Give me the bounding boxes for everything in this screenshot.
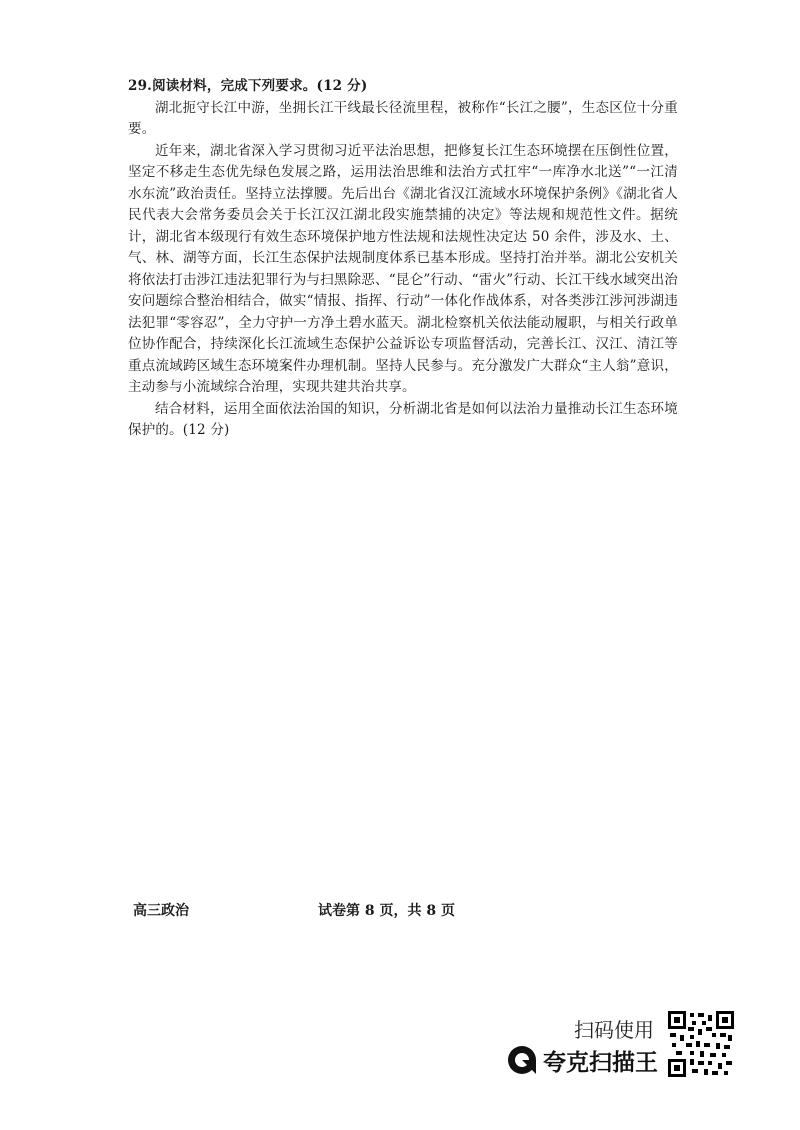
question-prompt: 结合材料，运用全面依法治国的知识，分析湖北省是如何以法治力量推动长江生态环境保护的。(12 分) [128, 400, 678, 438]
footer-page-number: 试卷第 8 页，共 8 页 [318, 903, 455, 919]
question-29 [128, 76, 678, 442]
material-paragraph: 湖北扼守长江中游，坐拥长江干线最长径流里程，被称作“长江之腰”，生态区位十分重要。 [128, 99, 678, 137]
material-paragraph: 近年来，湖北省深入学习贯彻习近平法治思想，把修复长江生态环境摆在压倒性位置，坚定不移走生态优先绿色发展之路，运用法治思维和法治方式扛牢“一库净水北送”“一江清水东流”政治责任。坚持立法撑腰。先后出台《湖北省汉江流域水环境保护条例》《湖北省人民代表大会常务委员会关于长江汉江湖北段实施禁捕的决定》等法规和规范性文件。据统计，湖北省本级现行有效生态环境保护地方性法规和法规性决定达 50 余件，涉及水、土、气、林、湖等方面，长江生态保护法规制度体系已基本形成。坚持打治并举。湖北公安机关将依法打击涉江违法犯罪行为与扫黑除恶、“昆仑”行动、“雷火”行动、长江干线水域突出治安问题综合整治相结合，做实“情报、指挥、行动”一体化作战体系，对各类涉江涉河涉湖违法犯罪“零容忍”，全力守护一方净土碧水蓝天。湖北检察机关依法能动履职，与相关行政单位协作配合，持续深化长江流域生态保护公益诉讼专项监督活动，完善长江、汉江、清江等重点流域跨区域生态环境案件办理机制。坚持人民参与。充分激发广大群众“主人翁”意识，主动参与小流域综合治理，实现共建共治共享。 [128, 142, 678, 395]
question-title: 29.阅读材料，完成下列要求。(12 分) [128, 78, 368, 94]
watermark-tagline: 扫码使用 [574, 1018, 654, 1042]
quark-logo-icon [507, 1045, 537, 1075]
watermark-logo [507, 1043, 658, 1077]
footer-subject: 高三政治 [133, 903, 189, 919]
qr-code-icon[interactable] [668, 1011, 734, 1077]
watermark-brand: 夸克扫描王 [543, 1049, 658, 1076]
